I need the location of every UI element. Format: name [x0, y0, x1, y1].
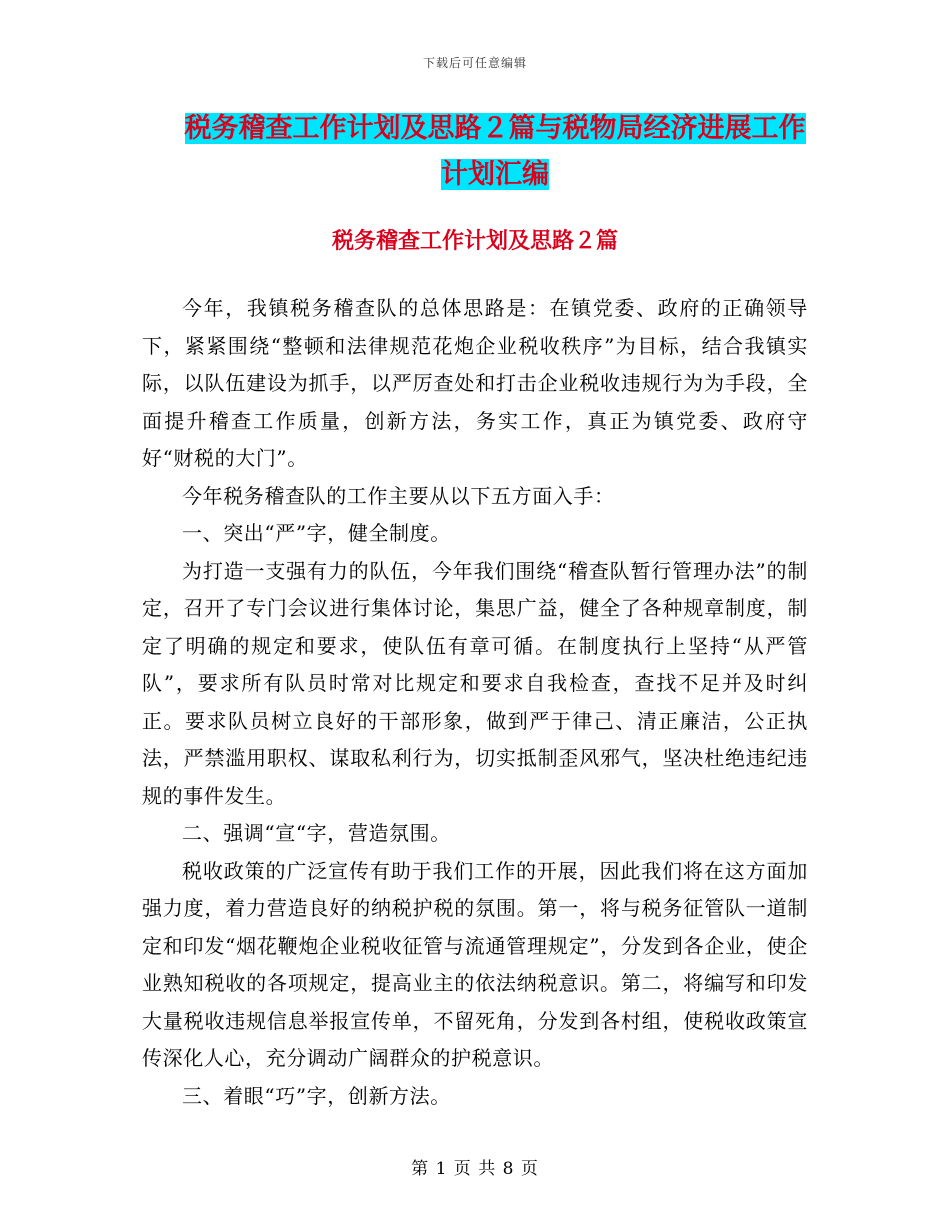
paragraph: 二、强调“宣“字，营造氛围。	[182, 821, 451, 845]
paragraph: 一、突出“严”字，健全制度。	[182, 521, 451, 545]
paragraph: 今年税务稽查队的工作主要从以下五方面入手：	[182, 483, 615, 508]
paragraph: 税收政策的广泛宣传有助于我们工作的开展，因此我们将在这方面加强力度，着力营造良好的纳税护税的氛围。第一，将与税务征管队一道制定和印发“烟花鞭炮企业税收征管与流通管理规定”，分发到各企业，使企业熟知税收的各项规定，提高业主的依法纳税意识。第二，将编写和印发大量税收违规信息举报宣传单，不留死角，分发到各村组，使税收政策宣传深化人心，充分调动广阔群众的护税意识。	[142, 858, 808, 1070]
document-title-line-2: 计划汇编	[441, 159, 549, 190]
paragraph: 今年，我镇税务稽查队的总体思路是：在镇党委、政府的正确领导下，紧紧围绕“整顿和法律规范花炮企业税收秩序”为目标，结合我镇实际，以队伍建设为抓手，以严厉查处和打击企业税收违规行为为手段，全面提升稽查工作质量，创新方法，务实工作，真正为镇党委、政府守好“财税的大门”。	[142, 296, 808, 470]
body-text	[142, 290, 808, 1115]
page-header-note: 下载后可任意编辑	[422, 56, 527, 70]
paragraph: 为打造一支强有力的队伍，今年我们围绕“稽查队暂行管理办法”的制定，召开了专门会议进行集体讨论，集思广益，健全了各种规章制度，制定了明确的规定和要求，使队伍有章可循。在制度执行上坚持“从严管队”，要求所有队员时常对比规定和要求自我检查，查找不足并及时纠正。要求队员树立良好的干部形象，做到严于律己、清正廉洁，公正执法，严禁滥用职权、谋取私利行为，切实抵制歪风邪气，坚决杜绝违纪违规的事件发生。	[142, 558, 808, 808]
section-title: 税务稽查工作计划及思路２篇	[331, 228, 618, 254]
paragraph: 三、着眼“巧”字，创新方法。	[182, 1083, 451, 1108]
document-title-line-1: 税务稽查工作计划及思路２篇与税物局经济进展工作	[184, 113, 806, 144]
document-title	[170, 106, 820, 198]
page-number: 第 1 页 共 8 页	[411, 1159, 539, 1179]
